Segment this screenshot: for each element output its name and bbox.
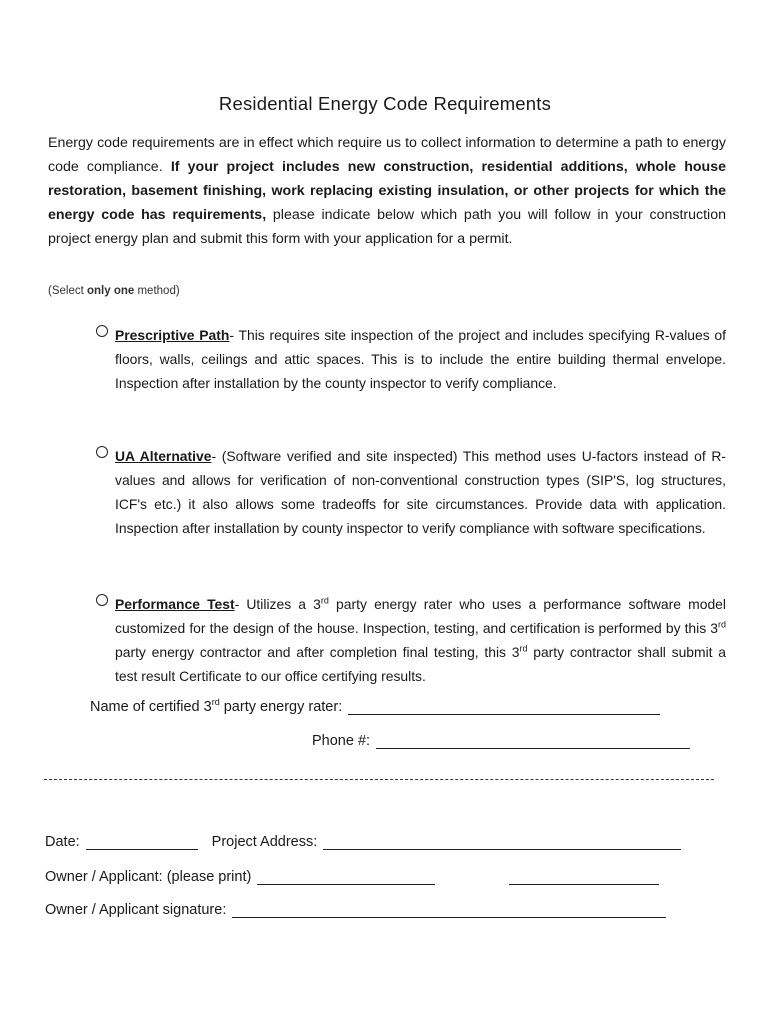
performance-test-desc-4: party contractor shall submit a test result Certificate to our office certifying results. <box>115 644 726 684</box>
project-address-label: Project Address: <box>211 834 318 850</box>
select-note <box>48 285 180 297</box>
phone-field[interactable] <box>376 734 690 749</box>
intro-text-1: Energy code requirements are in effect which require us to collect information to determine a path to energy code compliance. <box>48 135 726 175</box>
intro-paragraph <box>48 131 726 251</box>
ua-alternative-radio[interactable] <box>96 446 108 458</box>
performance-test-sup-1: rd <box>320 595 329 606</box>
intro-text-bold: If your project includes new construction, residential additions, whole house restoration, basement finishing, work replacing existing insulation, or other projects for which the energy code has requirements, <box>48 159 726 223</box>
owner-print-row <box>45 869 659 885</box>
date-label: Date: <box>45 834 80 850</box>
performance-test-sup-2: rd <box>717 619 726 630</box>
performance-test-title: Performance Test <box>115 596 235 612</box>
performance-test-sup-3: rd <box>519 643 528 654</box>
rater-name-label <box>90 699 342 715</box>
owner-signature-row <box>45 902 666 918</box>
section-divider <box>44 779 714 780</box>
rater-name-row <box>90 699 660 715</box>
date-row <box>45 834 681 850</box>
prescriptive-path-title: Prescriptive Path <box>115 327 230 343</box>
performance-test-desc-1: - Utilizes a 3 <box>234 596 321 612</box>
select-note-bold: only one <box>87 285 135 297</box>
prescriptive-path-description: - This requires site inspection of the project and includes specifying R-values of floors, walls, ceilings and attic spaces. This is to include the entire building thermal envelope. Inspection after installation by the county inspector to verify compliance. <box>115 327 726 391</box>
option-prescriptive-path <box>96 323 726 395</box>
owner-signature-field[interactable] <box>232 903 666 918</box>
owner-print-field-2[interactable] <box>509 870 659 885</box>
rater-label-a: Name of certified 3 <box>90 699 212 715</box>
date-field[interactable] <box>86 835 198 850</box>
option-ua-alternative <box>96 444 726 540</box>
select-note-prefix: (Select <box>48 285 87 297</box>
ua-alternative-text <box>115 444 726 540</box>
rater-label-sup: rd <box>211 697 220 708</box>
rater-label-b: party energy rater: <box>219 699 343 715</box>
page-title: Residential Energy Code Requirements <box>218 93 552 114</box>
project-address-field[interactable] <box>323 835 681 850</box>
owner-print-label: Owner / Applicant: (please print) <box>45 869 252 885</box>
owner-signature-label: Owner / Applicant signature: <box>45 902 227 918</box>
option-performance-test <box>96 592 726 688</box>
owner-print-field[interactable] <box>257 870 435 885</box>
ua-alternative-description: - (Software verified and site inspected) This method uses U-factors instead of R-values and allows for verification of non-conventional construction types (SIP'S, log structures, ICF's etc.) it also allows some tradeoffs for site circumstances. Provide data with application. Inspection after installation by county inspector to verify compliance with software specifications. <box>115 448 727 536</box>
intro-text-2: please indicate below which path you will follow in your construction project energy plan and submit this form with your application for a permit. <box>48 207 726 247</box>
rater-name-field[interactable] <box>348 700 660 715</box>
performance-test-desc-2: party energy rater who uses a performance software model customized for the design of the house. Inspection, testing, and certification is performed by this 3 <box>115 596 726 636</box>
phone-label: Phone #: <box>312 733 371 749</box>
performance-test-text <box>115 592 726 688</box>
select-note-suffix: method) <box>134 285 180 297</box>
performance-test-desc-3: party energy contractor and after completion final testing, this 3 <box>115 644 520 660</box>
performance-test-radio[interactable] <box>96 594 108 606</box>
ua-alternative-title: UA Alternative <box>115 448 212 464</box>
prescriptive-path-text <box>115 323 726 395</box>
phone-row <box>312 733 690 749</box>
prescriptive-path-radio[interactable] <box>96 325 108 337</box>
